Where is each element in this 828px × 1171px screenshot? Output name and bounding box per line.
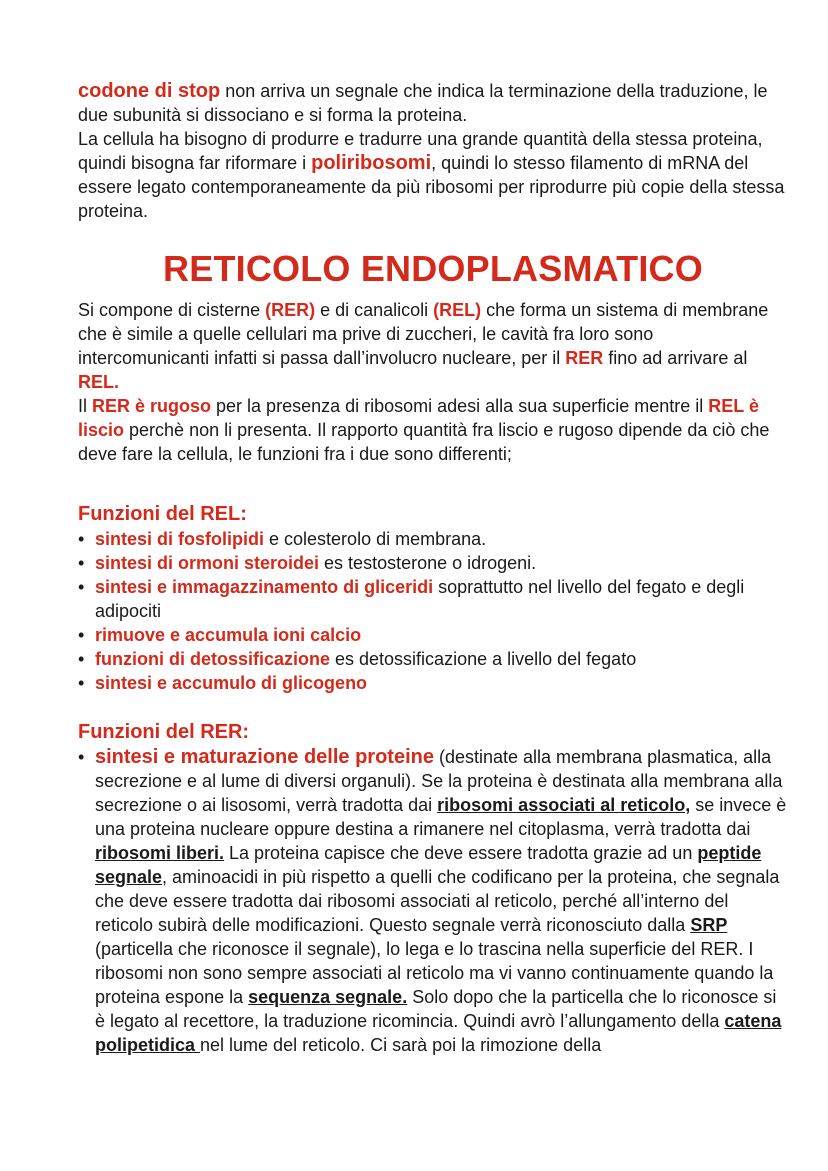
- list-item: • rimuove e accumula ioni calcio: [78, 623, 788, 647]
- list-item: • sintesi e accumulo di glicogeno: [78, 671, 788, 695]
- list-item: • funzioni di detossificazione es detossificazione a livello del fegato: [78, 647, 788, 671]
- intro-paragraph-1: codone di stop non arriva un segnale che indica la terminazione della traduzione, le due subunità si dissociano e si forma la proteina.: [78, 80, 768, 125]
- underlined-term: catena polipetidica: [95, 1011, 782, 1055]
- list-item: • sintesi di ormoni steroidei es testosterone o idrogeni.: [78, 551, 788, 575]
- list-item: • sintesi di fosfolipidi e colesterolo di membrana.: [78, 527, 788, 551]
- stop-codon-term: codone di stop: [78, 80, 221, 102]
- description-paragraph-1: Si compone di cisterne (RER) e di canalicoli (REL) che forma un sistema di membrane che è simile a quelle cellulari ma prive di zuccheri, le cavità fra loro sono intercomunicanti infatti si passa dall’involucro nucleare, per il RER fino ad arrivare al REL.: [78, 300, 769, 392]
- underlined-term: ribosomi associati al reticolo,: [437, 795, 691, 815]
- rer-rough-term: RER è rugoso: [92, 396, 212, 416]
- intro-paragraph-2: La cellula ha bisogno di produrre e tradurre una grande quantità della stessa proteina, quindi bisogna far riformare i poliribosomi, quindi lo stesso filamento di mRNA del essere legato contemporaneamente da più ribosomi per riprodurre più copie della stessa proteina.: [78, 129, 785, 221]
- rel-term: REL.: [78, 372, 120, 392]
- underlined-term: ribosomi liberi.: [95, 843, 225, 863]
- underlined-term: sequenza segnale.: [248, 987, 408, 1007]
- page-title: RETICOLO ENDOPLASMATICO: [163, 248, 703, 289]
- rel-functions-heading: Funzioni del REL:: [78, 503, 247, 525]
- rer-term: RER: [565, 348, 604, 368]
- rel-smooth-term: REL è liscio: [78, 396, 759, 440]
- rer-term: (RER): [265, 300, 316, 320]
- rer-functions-list: [78, 745, 788, 1057]
- list-item: • sintesi e immagazzinamento di gliceridi soprattutto nel livello del fegato e degli adipociti: [78, 575, 788, 623]
- polyribosome-term: poliribosomi: [311, 152, 432, 174]
- underlined-term: peptide segnale: [95, 843, 762, 887]
- rel-functions-list: [78, 527, 788, 695]
- description-paragraph-2: Il RER è rugoso per la presenza di ribosomi adesi alla sua superficie mentre il REL è liscio perchè non li presenta. Il rapporto quantità fra liscio e rugoso dipende da ciò che deve fare la cellula, le funzioni fra i due sono differenti;: [78, 396, 770, 464]
- underlined-term: SRP: [690, 915, 728, 935]
- rer-functions-heading: Funzioni del RER:: [78, 721, 250, 743]
- list-item: • sintesi e maturazione delle proteine (destinate alla membrana plasmatica, alla secrezione e al lume di diversi organuli). Se la proteina è destinata alla membrana alla secrezione o ai lisosomi, verrà tradotta dai ribosomi associati al reticolo, se invece è una proteina nucleare oppure destina a rimanere nel citoplasma, verrà tradotta dai ribosomi liberi. La proteina capisce che deve essere tradotta grazie ad un peptide segnale, aminoacidi in più rispetto a quelli che codificano per la proteina, che segnala che deve essere tradotta dai ribosomi associati al reticolo, perché all’interno del reticolo subirà delle modificazioni. Questo segnale verrà riconosciuto dalla SRP (particella che riconosce il segnale), lo lega e lo trascina nella superficie del RER. I ribosomi non sono sempre associati al reticolo ma vi vanno continuamente quando la proteina espone la sequenza segnale. Solo dopo che la particella che lo riconosce si è legato al recettore, la traduzione ricomincia. Quindi avrò l’allungamento della catena polipetidica nel lume del reticolo. Ci sarà poi la rimozione della: [78, 745, 788, 1057]
- rel-term: (REL): [433, 300, 482, 320]
